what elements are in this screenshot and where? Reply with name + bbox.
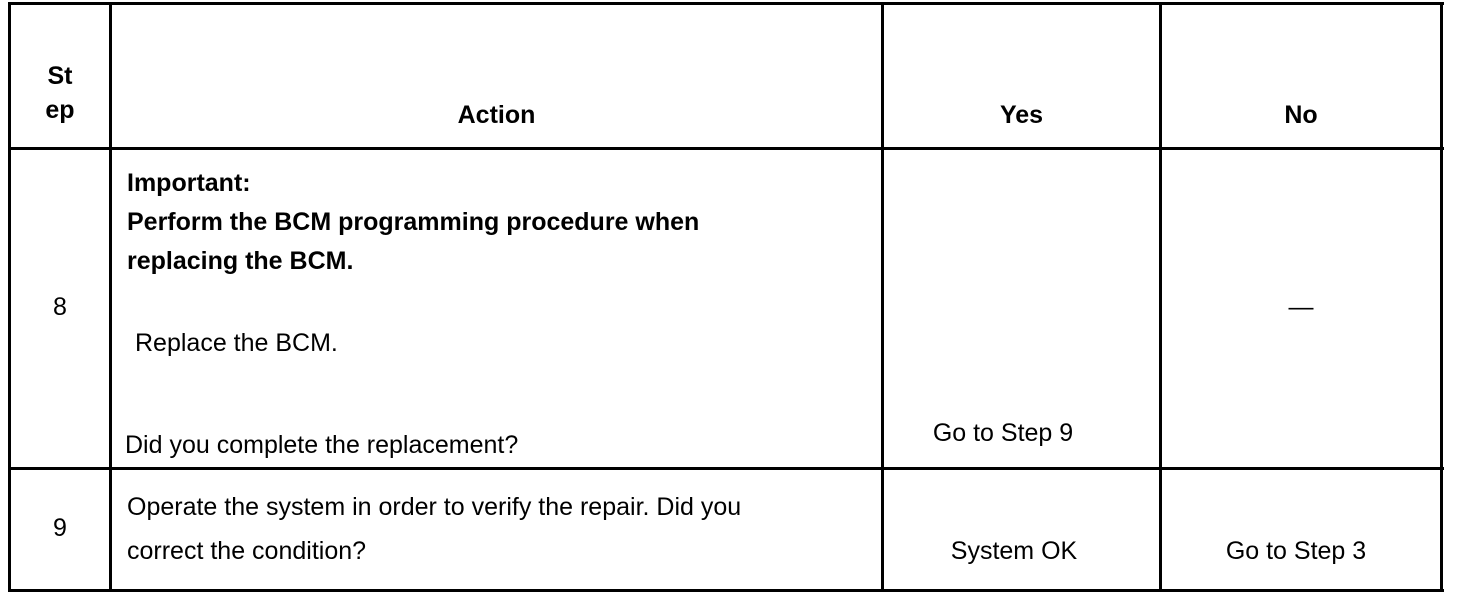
header-step bbox=[11, 60, 109, 128]
table-border-right bbox=[1440, 2, 1443, 592]
row-8-yes: Go to Step 9 bbox=[932, 419, 1074, 447]
row-8-no: — bbox=[1288, 293, 1314, 321]
row-8-question: Did you complete the replacement? bbox=[125, 431, 519, 459]
table-border-bottom bbox=[8, 589, 1444, 592]
row-9-yes: System OK bbox=[950, 537, 1078, 565]
row-9-action-line2: correct the condition? bbox=[127, 537, 367, 565]
row-8-important-line2: replacing the BCM. bbox=[127, 247, 354, 275]
header-yes: Yes bbox=[999, 101, 1044, 129]
row-9-action-line1: Operate the system in order to verify the repair. Did you bbox=[127, 493, 742, 521]
diagnostic-table bbox=[8, 2, 1444, 592]
row-8-instruction: Replace the BCM. bbox=[135, 329, 338, 357]
header-action: Action bbox=[457, 101, 536, 129]
row-divider bbox=[8, 467, 1444, 470]
row-8-step: 8 bbox=[53, 293, 67, 321]
row-8-important-label: Important: bbox=[127, 169, 251, 197]
table-border-top bbox=[8, 2, 1444, 5]
row-8-important-line1: Perform the BCM programming procedure when bbox=[127, 208, 700, 236]
header-divider bbox=[8, 147, 1444, 150]
row-9-step: 9 bbox=[53, 514, 67, 542]
row-9-no: Go to Step 3 bbox=[1225, 537, 1367, 565]
header-step-line1: St bbox=[47, 62, 73, 90]
header-no: No bbox=[1284, 101, 1318, 129]
header-step-line2: ep bbox=[45, 95, 75, 124]
column-divider-step bbox=[109, 2, 112, 592]
column-divider-action bbox=[881, 2, 884, 592]
